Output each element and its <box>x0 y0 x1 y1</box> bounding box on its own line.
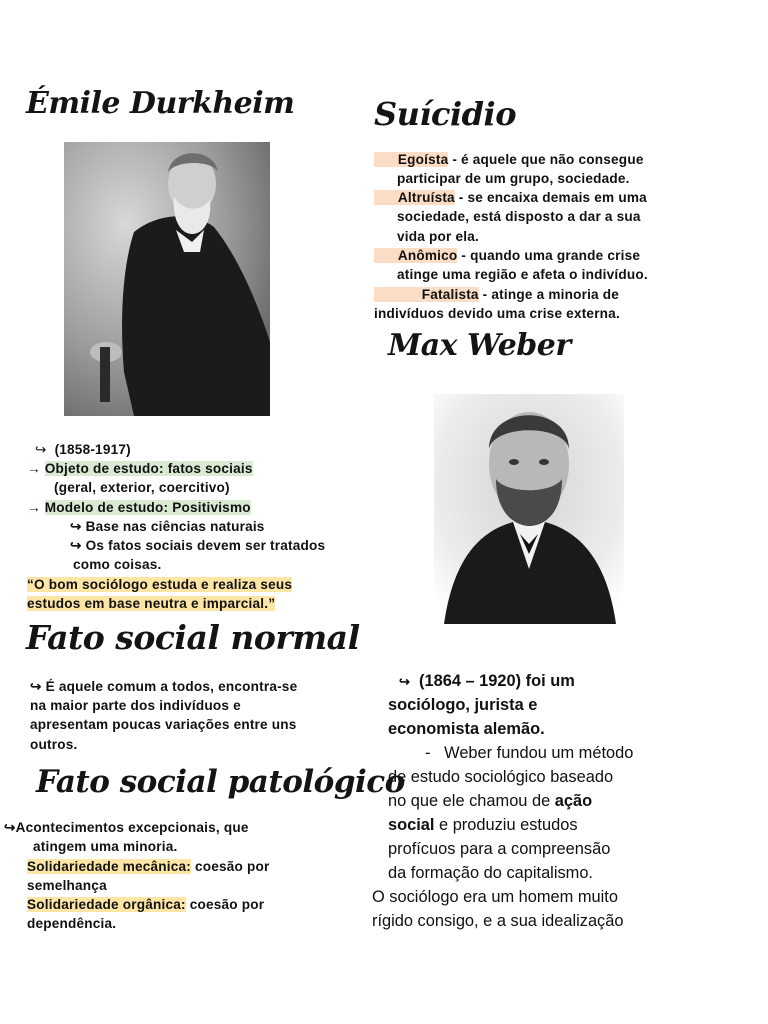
solidariedade-organica-line2: dependência. <box>27 916 117 931</box>
suicidio-title: Suícidio <box>374 95 517 133</box>
durkheim-quote: “O bom sociólogo estuda e realiza seus <box>27 577 293 592</box>
suicidio-anomico-line2: atinge uma região e afeta o indivíduo. <box>397 267 648 282</box>
weber-p2-line2: rígido consigo, e a sua idealização <box>372 912 624 930</box>
dash-icon: - <box>425 744 431 762</box>
arrow-right-icon: → <box>27 500 41 515</box>
fato-normal-title: Fato social normal <box>26 618 360 657</box>
durkheim-years: ↪ (1858-1917) <box>35 442 131 457</box>
weber-p2-line1: O sociólogo era um homem muito <box>372 888 618 906</box>
weber-portrait-icon <box>434 394 624 624</box>
suicidio-fatalista-line2: indivíduos devido uma crise externa. <box>374 306 620 321</box>
durkheim-sub1: ↪ Base nas ciências naturais <box>70 519 265 534</box>
weber-intro: ↪ (1864 – 1920) foi um <box>399 672 575 690</box>
durkheim-objeto-detail: (geral, exterior, coercitivo) <box>54 480 230 495</box>
suicidio-anomico: Anômico - quando uma grande crise <box>374 246 640 265</box>
hook-arrow-icon: ↪ <box>35 442 47 457</box>
fato-normal-line4: outros. <box>30 737 78 752</box>
durkheim-quote-line2: estudos em base neutra e imparcial.” <box>27 596 276 611</box>
suicidio-altruista-line2: sociedade, está disposto a dar a sua <box>397 209 641 224</box>
arrow-right-icon: → <box>27 461 41 476</box>
suicidio-fatalista: Fatalista - atinge a minoria de <box>374 285 619 304</box>
hook-arrow-icon: ↪ <box>70 519 82 534</box>
weber-intro-line3: economista alemão. <box>388 720 545 738</box>
weber-p1-line1: - Weber fundou um método <box>425 744 634 762</box>
fato-patologico-line1: ↪Acontecimentos excepcionais, que <box>4 820 249 835</box>
durkheim-modelo: → Modelo de estudo: Positivismo <box>27 500 251 515</box>
suicidio-altruista: Altruísta - se encaixa demais em uma <box>374 188 647 207</box>
weber-photo <box>434 394 624 624</box>
fato-normal-line3: apresentam poucas variações entre uns <box>30 717 297 732</box>
hook-arrow-icon: ↪ <box>70 538 82 553</box>
weber-intro-line2: sociólogo, jurista e <box>388 696 538 714</box>
weber-title: Max Weber <box>388 328 571 363</box>
weber-p1-line2: de estudo sociológico baseado <box>388 768 614 786</box>
suicidio-altruista-line3: vida por ela. <box>397 229 479 244</box>
hook-arrow-icon: ↪ <box>4 820 16 835</box>
durkheim-sub2-line2: como coisas. <box>73 557 162 572</box>
durkheim-title: Émile Durkheim <box>26 86 295 121</box>
solidariedade-mecanica: Solidariedade mecânica: coesão por <box>27 859 270 874</box>
hook-arrow-icon: ↪ <box>399 674 410 689</box>
hook-arrow-icon: ↪ <box>30 679 42 694</box>
weber-p1-line6: da formação do capitalismo. <box>388 864 593 882</box>
solidariedade-mecanica-line2: semelhança <box>27 878 107 893</box>
durkheim-portrait-icon <box>64 142 270 416</box>
suicidio-egoista: Egoísta - é aquele que não consegue <box>374 150 644 169</box>
fato-patologico-line2: atingem uma minoria. <box>33 839 178 854</box>
weber-p1-line5: profícuos para a compreensão <box>388 840 611 858</box>
weber-p1-line4: social e produziu estudos <box>388 816 578 834</box>
fato-normal-line1: ↪ É aquele comum a todos, encontra-se <box>30 679 298 694</box>
durkheim-photo <box>64 142 270 416</box>
suicidio-egoista-line2: participar de um grupo, sociedade. <box>397 171 630 186</box>
solidariedade-organica: Solidariedade orgânica: coesão por <box>27 897 265 912</box>
fato-patologico-title: Fato social patológico <box>36 764 405 800</box>
fato-normal-line2: na maior parte dos indivíduos e <box>30 698 241 713</box>
weber-p1-line3: no que ele chamou de ação <box>388 792 593 810</box>
durkheim-sub2: ↪ Os fatos sociais devem ser tratados <box>70 538 326 553</box>
durkheim-objeto: → Objeto de estudo: fatos sociais <box>27 461 253 476</box>
